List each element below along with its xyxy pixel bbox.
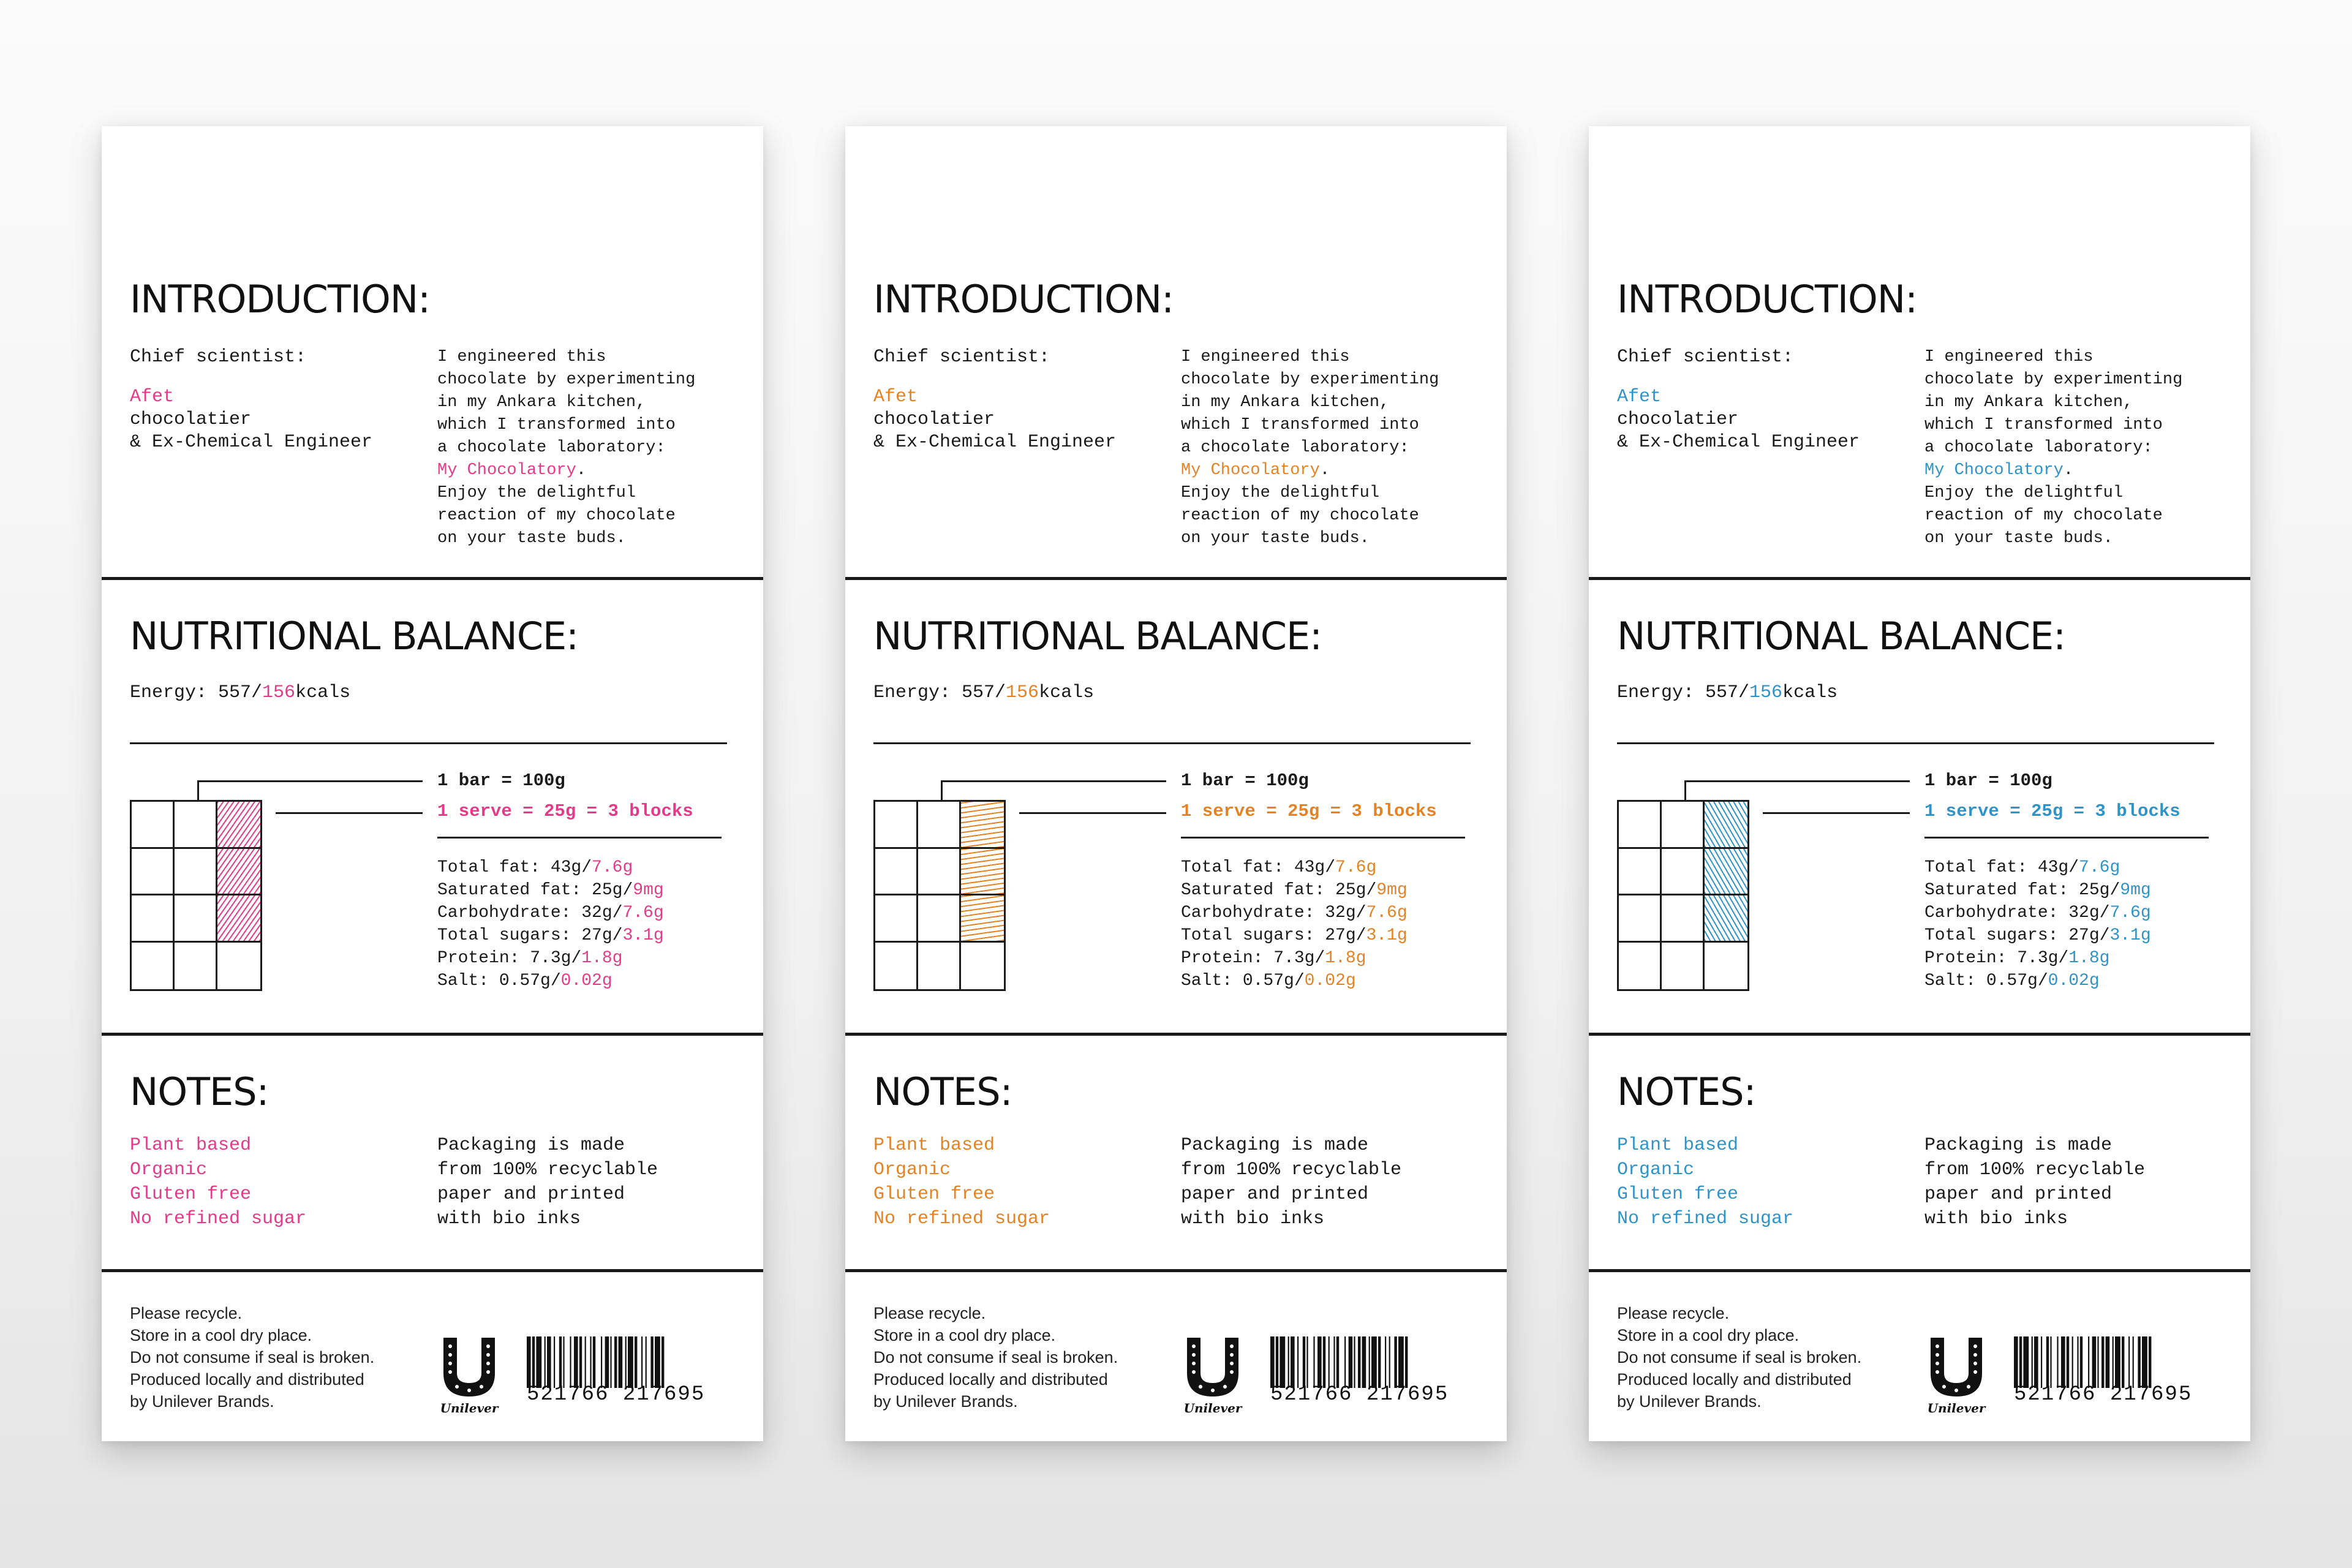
barcode-bar <box>1369 1336 1370 1388</box>
lab-name: My Chocolatory <box>1181 461 1320 480</box>
unilever-logo-icon <box>1182 1335 1243 1415</box>
divider <box>845 577 1507 580</box>
block <box>175 802 217 849</box>
bar-leader-vertical <box>197 780 199 800</box>
barcode-bar <box>1362 1336 1366 1388</box>
bar-leader <box>1684 780 1910 782</box>
story-line: reaction of my chocolate <box>1924 507 2163 525</box>
serve-block <box>1705 895 1747 943</box>
tag: Plant based <box>1617 1135 1739 1156</box>
serve-block <box>217 849 260 896</box>
story-line: Enjoy the delightful <box>1181 484 1380 502</box>
barcode-bar <box>563 1336 564 1388</box>
block <box>1662 802 1705 849</box>
block <box>132 895 175 943</box>
tag: Organic <box>130 1159 208 1180</box>
story-line: on your taste buds. <box>1181 529 1370 548</box>
barcode-bar <box>2088 1336 2089 1388</box>
barcode-bar <box>579 1336 582 1388</box>
energy-serve: 156 <box>1006 682 1039 703</box>
packaging-note: Packaging is made from 100% recyclable paper and printed with bio inks <box>1924 1135 2146 1229</box>
barcode-bar <box>601 1336 602 1388</box>
barcode-bar <box>532 1336 535 1388</box>
barcode-bar <box>1394 1336 1396 1388</box>
nutrient-row: Protein: 7.3g/1.8g <box>1181 949 1366 968</box>
nutrient-row: Saturated fat: 25g/9mg <box>437 881 664 900</box>
barcode-bar <box>662 1336 664 1388</box>
serve-size: 1 serve = 25g = 3 blocks <box>1181 801 1437 821</box>
intro-heading: INTRODUCTION: <box>873 277 1174 322</box>
chocolate-bar-diagram <box>130 800 262 991</box>
chief-role-2: & Ex-Chemical Engineer <box>1617 432 1860 453</box>
divider <box>102 1033 763 1036</box>
bar-leader-vertical <box>1684 780 1686 800</box>
divider <box>102 577 763 580</box>
block <box>918 849 961 896</box>
tag: No refined sugar <box>873 1208 1050 1229</box>
lab-name: My Chocolatory <box>1924 461 2064 480</box>
block <box>1662 849 1705 896</box>
barcode-bar <box>1317 1336 1322 1388</box>
nutrition-list <box>1924 856 2151 992</box>
chocolate-bar-diagram <box>873 800 1006 991</box>
story-text <box>437 347 695 551</box>
barcode-bar <box>2067 1336 2069 1388</box>
barcode-bar <box>570 1336 571 1388</box>
barcode-bar <box>650 1336 653 1388</box>
barcode-bar <box>1333 1336 1335 1388</box>
block <box>175 895 217 943</box>
bar-leader <box>941 780 1166 782</box>
story-line: chocolate by experimenting <box>1924 371 2183 389</box>
barcode-bar <box>2101 1336 2104 1388</box>
story-line: a chocolate laboratory: <box>1181 439 1409 457</box>
barcode-bar <box>2149 1336 2151 1388</box>
block <box>1619 849 1662 896</box>
bar-leader-vertical <box>941 780 943 800</box>
story-line: on your taste buds. <box>1924 529 2113 548</box>
story-line: Enjoy the delightful <box>437 484 636 502</box>
energy-line: Energy: 557/156kcals <box>1617 682 1838 703</box>
chief-label: Chief scientist: <box>873 347 1050 368</box>
tag: Gluten free <box>1617 1184 1739 1205</box>
barcode-icon <box>1268 1336 1458 1388</box>
tag: No refined sugar <box>1617 1208 1794 1229</box>
barcode-bar <box>1323 1336 1325 1388</box>
serve-block <box>961 802 1004 849</box>
block <box>918 802 961 849</box>
barcode-bar <box>1291 1336 1295 1388</box>
barcode-bar <box>1349 1336 1353 1388</box>
barcode-bar <box>655 1336 660 1388</box>
barcode-bar <box>2019 1336 2022 1388</box>
story-line: reaction of my chocolate <box>1181 507 1419 525</box>
barcode-bar <box>527 1336 531 1388</box>
block <box>1619 802 1662 849</box>
chief-role-2: & Ex-Chemical Engineer <box>873 432 1117 453</box>
barcode-bar <box>2072 1336 2073 1388</box>
barcode-bar <box>574 1336 578 1388</box>
barcode-bar <box>1354 1336 1355 1388</box>
story-line: a chocolate laboratory: <box>1924 439 2153 457</box>
serve-block <box>1705 802 1747 849</box>
barcode-bar <box>605 1336 609 1388</box>
serve-block <box>1705 849 1747 896</box>
brand-name: Unilever <box>1183 1401 1242 1415</box>
tag: Plant based <box>130 1135 252 1156</box>
lab-name: My Chocolatory <box>437 461 576 480</box>
barcode-bar <box>1276 1336 1278 1388</box>
barcode-bar <box>2138 1336 2140 1388</box>
barcode-bar <box>2115 1336 2120 1388</box>
barcode-number: 521766 217695 <box>2014 1383 2193 1406</box>
barcode-bar <box>1329 1336 1330 1388</box>
barcode-bar <box>2122 1336 2124 1388</box>
barcode-bar <box>610 1336 611 1388</box>
barcode-bar <box>2106 1336 2110 1388</box>
tag: Organic <box>1617 1159 1695 1180</box>
nutrient-row: Total fat: 43g/7.6g <box>437 858 633 877</box>
story-line: in my Ankara kitchen, <box>1924 393 2133 412</box>
packaging-note: Packaging is made from 100% recyclable paper and printed with bio inks <box>1181 1135 1402 1229</box>
chief-label: Chief scientist: <box>1617 347 1794 368</box>
barcode-bar <box>2041 1336 2042 1388</box>
nutrient-row: Salt: 0.57g/0.02g <box>1924 971 2100 990</box>
barcode-bar <box>2057 1336 2058 1388</box>
divider <box>845 1033 1507 1036</box>
serve-block <box>961 849 1004 896</box>
block <box>175 943 217 990</box>
serve-block <box>217 895 260 943</box>
barcode-bar <box>635 1336 637 1388</box>
block <box>132 802 175 849</box>
barcode-bar <box>1358 1336 1360 1388</box>
story-line: in my Ankara kitchen, <box>1181 393 1390 412</box>
nutrient-row: Total fat: 43g/7.6g <box>1924 858 2120 877</box>
block <box>1619 895 1662 943</box>
chief-name: Afet <box>130 386 175 407</box>
intro-heading: INTRODUCTION: <box>130 277 431 322</box>
barcode-bar <box>614 1336 617 1388</box>
chief-name: Afet <box>1617 386 1662 407</box>
notes-heading: NOTES: <box>873 1069 1012 1114</box>
barcode-bar <box>646 1336 647 1388</box>
barcode-bar <box>1378 1336 1381 1388</box>
barcode-bar <box>2014 1336 2018 1388</box>
serve-leader <box>1763 812 1910 814</box>
chief-role-1: chocolatier <box>873 409 995 430</box>
story-line: My Chocolatory. <box>1181 461 1330 480</box>
nutrient-row: Total fat: 43g/7.6g <box>1181 858 1377 877</box>
footer-text: Please recycle. Store in a cool dry place. Do not consume if seal is broken. Produced locally and distributed by Unilever Brands. <box>873 1304 1118 1411</box>
barcode-bar <box>593 1336 595 1388</box>
block <box>175 849 217 896</box>
story-line: My Chocolatory. <box>437 461 587 480</box>
tag: Gluten free <box>130 1184 252 1205</box>
story-line: which I transformed into <box>1924 416 2163 434</box>
story-text <box>1924 347 2182 551</box>
chief-name: Afet <box>873 386 918 407</box>
story-line: on your taste buds. <box>437 529 626 548</box>
barcode-bar <box>2097 1336 2098 1388</box>
barcode-bar <box>2034 1336 2038 1388</box>
block <box>132 943 175 990</box>
block <box>132 849 175 896</box>
block <box>875 802 918 849</box>
energy-serve: 156 <box>262 682 296 703</box>
block <box>918 943 961 990</box>
brand-name: Unilever <box>440 1401 499 1415</box>
barcode-bar <box>2092 1336 2097 1388</box>
nutrition-heading: NUTRITIONAL BALANCE: <box>873 614 1322 658</box>
unilever-logo-icon <box>439 1335 500 1415</box>
notes-tags <box>873 1133 1050 1231</box>
tag: Plant based <box>873 1135 995 1156</box>
barcode-number: 521766 217695 <box>1270 1383 1449 1406</box>
barcode-bar <box>619 1336 623 1388</box>
barcode-bar <box>1398 1336 1404 1388</box>
barcode-bar <box>1297 1336 1298 1388</box>
nutrient-row: Salt: 0.57g/0.02g <box>437 971 612 990</box>
brand-name: Unilever <box>1927 1401 1986 1415</box>
barcode-bar <box>2142 1336 2147 1388</box>
barcode-bar <box>1389 1336 1390 1388</box>
thin-divider <box>1924 837 2209 839</box>
nutrient-row: Salt: 0.57g/0.02g <box>1181 971 1356 990</box>
barcode-bar <box>2077 1336 2078 1388</box>
nutrient-row: Protein: 7.3g/1.8g <box>437 949 623 968</box>
chief-block <box>1617 345 1860 453</box>
energy-serve: 156 <box>1749 682 1783 703</box>
packaging-label <box>845 126 1507 1441</box>
energy-line: Energy: 557/156kcals <box>130 682 351 703</box>
bar-weight: 1 bar = 100g <box>1924 771 2052 791</box>
chief-label: Chief scientist: <box>130 347 307 368</box>
barcode-bar <box>1288 1336 1289 1388</box>
serve-block <box>961 895 1004 943</box>
block <box>1705 943 1747 990</box>
divider <box>1589 577 2250 580</box>
notes-heading: NOTES: <box>1617 1069 1756 1114</box>
story-line: a chocolate laboratory: <box>437 439 666 457</box>
barcode-bar <box>2080 1336 2082 1388</box>
tag: Organic <box>873 1159 951 1180</box>
nutrition-list <box>437 856 664 992</box>
barcode-bar <box>545 1336 546 1388</box>
tag: Gluten free <box>873 1184 995 1205</box>
barcode-bar <box>1313 1336 1314 1388</box>
story-line: I engineered this <box>437 348 606 366</box>
bar-weight: 1 bar = 100g <box>437 771 565 791</box>
divider <box>1589 1269 2250 1272</box>
barcode-bar <box>628 1336 633 1388</box>
tag: No refined sugar <box>130 1208 307 1229</box>
nutrient-row: Carbohydrate: 32g/7.6g <box>437 903 664 922</box>
divider <box>1589 1033 2250 1036</box>
story-line: I engineered this <box>1181 348 1350 366</box>
nutrient-row: Total sugars: 27g/3.1g <box>1924 926 2151 945</box>
barcode-bar <box>1385 1336 1386 1388</box>
nutrient-row: Total sugars: 27g/3.1g <box>1181 926 1408 945</box>
barcode-bar <box>2050 1336 2051 1388</box>
footer-text: Please recycle. Store in a cool dry place. Do not consume if seal is broken. Produced locally and distributed by Unilever Brands. <box>130 1304 375 1411</box>
block <box>875 895 918 943</box>
serve-leader <box>1019 812 1166 814</box>
divider <box>845 1269 1507 1272</box>
thin-divider <box>1181 837 1465 839</box>
block <box>918 895 961 943</box>
block <box>1662 943 1705 990</box>
barcode-bar <box>625 1336 627 1388</box>
packaging-label <box>102 126 763 1441</box>
thin-divider <box>130 742 727 744</box>
story-line: in my Ankara kitchen, <box>437 393 646 412</box>
block <box>875 849 918 896</box>
barcode-bar <box>1306 1336 1308 1388</box>
thin-divider <box>1617 742 2214 744</box>
story-line: chocolate by experimenting <box>437 371 696 389</box>
notes-tags <box>1617 1133 1793 1231</box>
chocolate-bar-diagram <box>1617 800 1749 991</box>
barcode-bar <box>2128 1336 2130 1388</box>
story-text <box>1181 347 1439 551</box>
packaging-note: Packaging is made from 100% recyclable paper and printed with bio inks <box>437 1135 658 1229</box>
barcode-bar <box>585 1336 586 1388</box>
serve-size: 1 serve = 25g = 3 blocks <box>437 801 693 821</box>
block <box>875 943 918 990</box>
block <box>1619 943 1662 990</box>
barcode-bar <box>1344 1336 1346 1388</box>
serve-block <box>217 802 260 849</box>
barcode-bar <box>2023 1336 2029 1388</box>
energy-line: Energy: 557/156kcals <box>873 682 1095 703</box>
thin-divider <box>437 837 722 839</box>
barcode-bar <box>590 1336 591 1388</box>
barcode-bar <box>1336 1336 1339 1388</box>
packaging-label <box>1589 126 2250 1441</box>
bar-leader <box>197 780 423 782</box>
nutrient-row: Total sugars: 27g/3.1g <box>437 926 664 945</box>
thin-divider <box>873 742 1471 744</box>
nutrient-row: Saturated fat: 25g/9mg <box>1181 881 1408 900</box>
barcode-bar <box>2032 1336 2033 1388</box>
story-line: chocolate by experimenting <box>1181 371 1439 389</box>
barcode-bar <box>1405 1336 1408 1388</box>
barcode-icon <box>2011 1336 2201 1388</box>
barcode-bar <box>559 1336 562 1388</box>
barcode-bar <box>1270 1336 1275 1388</box>
chief-role-2: & Ex-Chemical Engineer <box>130 432 373 453</box>
barcode-icon <box>524 1336 714 1388</box>
story-line: Enjoy the delightful <box>1924 484 2124 502</box>
story-line: which I transformed into <box>1181 416 1419 434</box>
nutrition-list <box>1181 856 1408 992</box>
nutrient-row: Carbohydrate: 32g/7.6g <box>1924 903 2151 922</box>
barcode-bar <box>536 1336 541 1388</box>
chief-block <box>130 345 372 453</box>
story-line: I engineered this <box>1924 348 2094 366</box>
notes-tags <box>130 1133 306 1231</box>
block <box>1662 895 1705 943</box>
barcode-bar <box>2046 1336 2049 1388</box>
chief-block <box>873 345 1116 453</box>
barcode-bar <box>547 1336 551 1388</box>
barcode-bar <box>1371 1336 1377 1388</box>
nutrient-row: Saturated fat: 25g/9mg <box>1924 881 2151 900</box>
chief-role-1: chocolatier <box>1617 409 1739 430</box>
story-line: reaction of my chocolate <box>437 507 676 525</box>
barcode-bar <box>2113 1336 2114 1388</box>
divider <box>102 1269 763 1272</box>
story-line: which I transformed into <box>437 416 676 434</box>
barcode-bar <box>554 1336 555 1388</box>
chief-role-1: chocolatier <box>130 409 252 430</box>
nutrition-heading: NUTRITIONAL BALANCE: <box>130 614 579 658</box>
serve-size: 1 serve = 25g = 3 blocks <box>1924 801 2180 821</box>
notes-heading: NOTES: <box>130 1069 269 1114</box>
story-line: My Chocolatory. <box>1924 461 2074 480</box>
intro-heading: INTRODUCTION: <box>1617 277 1918 322</box>
nutrition-heading: NUTRITIONAL BALANCE: <box>1617 614 2066 658</box>
barcode-bar <box>641 1336 643 1388</box>
footer-text: Please recycle. Store in a cool dry place. Do not consume if seal is broken. Produced locally and distributed by Unilever Brands. <box>1617 1304 1862 1411</box>
barcode-bar <box>2061 1336 2065 1388</box>
barcode-number: 521766 217695 <box>527 1383 706 1406</box>
barcode-bar <box>2133 1336 2134 1388</box>
block <box>961 943 1004 990</box>
serve-leader <box>276 812 423 814</box>
unilever-logo-icon <box>1926 1335 1987 1415</box>
barcode-bar <box>1303 1336 1305 1388</box>
nutrient-row: Carbohydrate: 32g/7.6g <box>1181 903 1408 922</box>
barcode-bar <box>1280 1336 1285 1388</box>
block <box>217 943 260 990</box>
nutrient-row: Protein: 7.3g/1.8g <box>1924 949 2110 968</box>
bar-weight: 1 bar = 100g <box>1181 771 1309 791</box>
